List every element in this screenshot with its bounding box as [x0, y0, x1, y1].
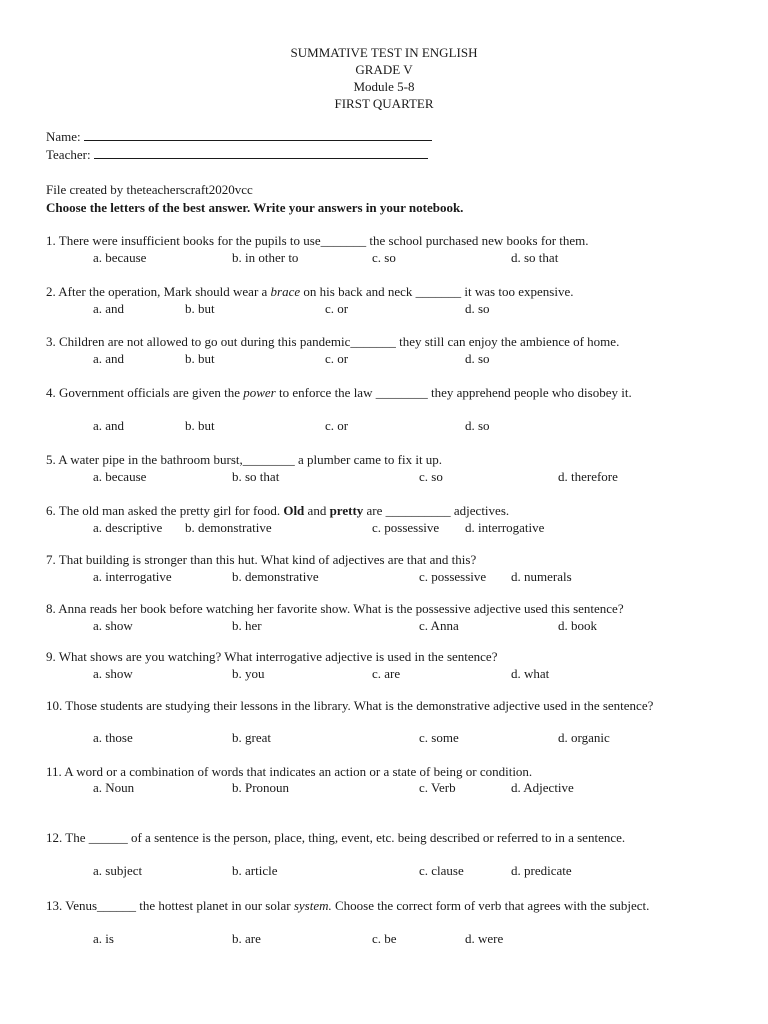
- instructions: Choose the letters of the best answer. Write your answers in your notebook.: [46, 200, 464, 215]
- question-4-stem-end: to enforce the law ________ they apprehend people who disobey it.: [275, 385, 632, 400]
- question-9: [46, 649, 726, 665]
- question-13: [46, 898, 726, 914]
- q10-option-b: b. great: [232, 730, 271, 745]
- question-13-stem-start: 13. Venus______ the hottest planet in our solar: [46, 898, 294, 913]
- q11-option-d: d. Adjective: [511, 780, 574, 795]
- q6-option-a: a. descriptive: [93, 520, 163, 535]
- q8-option-d: d. book: [558, 618, 597, 633]
- q13-option-b: b. are: [232, 931, 261, 946]
- question-12-stem: 12. The ______ of a sentence is the person, place, thing, event, etc. being described or referred to in a sentence.: [46, 830, 626, 845]
- question-5-stem: 5. A water pipe in the bathroom burst,________ a plumber came to fix it up.: [46, 452, 443, 467]
- q3-option-d: d. so: [465, 351, 490, 366]
- q2-option-a: a. and: [93, 301, 125, 316]
- question-4: [46, 385, 726, 401]
- q4-option-c: c. or: [325, 418, 349, 433]
- name-field[interactable]: [46, 128, 432, 145]
- q5-option-c: c. so: [419, 469, 443, 484]
- question-6-bold-word-1: Old: [283, 503, 305, 518]
- question-12: [46, 830, 686, 846]
- q12-option-d: d. predicate: [511, 863, 572, 878]
- name-label: Name:: [46, 129, 81, 144]
- question-6: [46, 503, 726, 519]
- q5-option-d: d. therefore: [558, 469, 618, 484]
- question-13-italic-word: system.: [293, 898, 332, 913]
- q8-option-b: b. her: [232, 618, 262, 633]
- question-7: [46, 552, 726, 568]
- q12-option-b: b. article: [232, 863, 278, 878]
- q12-option-c: c. clause: [419, 863, 464, 878]
- question-2: [46, 284, 726, 300]
- q3-option-a: a. and: [93, 351, 125, 366]
- q4-option-b: b. but: [185, 418, 215, 433]
- question-6-stem-end: are __________ adjectives.: [363, 503, 510, 518]
- q10-option-d: d. organic: [558, 730, 610, 745]
- q4-option-a: a. and: [93, 418, 125, 433]
- question-6-stem-mid: and: [304, 503, 330, 518]
- q11-option-b: b. Pronoun: [232, 780, 290, 795]
- question-7-stem: 7. That building is stronger than this hut. What kind of adjectives are that and this?: [46, 552, 477, 567]
- teacher-field[interactable]: [46, 146, 428, 163]
- question-8: [46, 601, 726, 617]
- question-11: [46, 764, 726, 780]
- question-10: [46, 698, 686, 714]
- q8-option-a: a. show: [93, 618, 133, 633]
- question-1: [46, 233, 726, 249]
- q4-option-d: d. so: [465, 418, 490, 433]
- q9-option-d: d. what: [511, 666, 550, 681]
- q3-option-c: c. or: [325, 351, 349, 366]
- q7-option-d: d. numerals: [511, 569, 572, 584]
- question-1-stem: 1. There were insufficient books for the pupils to use_______ the school purchased new books for them.: [46, 233, 589, 248]
- q7-option-b: b. demonstrative: [232, 569, 319, 584]
- name-blank-line: [84, 128, 432, 141]
- quarter-label: FIRST QUARTER: [334, 96, 434, 111]
- q9-option-b: b. you: [232, 666, 265, 681]
- question-3: [46, 334, 726, 350]
- grade-label: GRADE V: [355, 62, 413, 77]
- question-8-stem: 8. Anna reads her book before watching her favorite show. What is the possessive adjective used this sentence?: [46, 601, 624, 616]
- q5-option-b: b. so that: [232, 469, 280, 484]
- q2-option-d: d. so: [465, 301, 490, 316]
- q6-option-b: b. demonstrative: [185, 520, 272, 535]
- q1-option-c: c. so: [372, 250, 396, 265]
- module-label: Module 5-8: [353, 79, 415, 94]
- q2-option-c: c. or: [325, 301, 349, 316]
- teacher-label: Teacher:: [46, 147, 91, 162]
- question-4-stem-start: 4. Government officials are given the: [46, 385, 244, 400]
- question-2-stem-start: 2. After the operation, Mark should wear a: [46, 284, 271, 299]
- test-title: SUMMATIVE TEST IN ENGLISH: [290, 45, 478, 60]
- q5-option-a: a. because: [93, 469, 147, 484]
- question-9-stem: 9. What shows are you watching? What interrogative adjective is used in the sentence?: [46, 649, 498, 664]
- q2-option-b: b. but: [185, 301, 215, 316]
- question-2-italic-word: brace: [270, 284, 301, 299]
- q10-option-a: a. those: [93, 730, 133, 745]
- q10-option-c: c. some: [419, 730, 459, 745]
- q1-option-a: a. because: [93, 250, 147, 265]
- file-credit: File created by theteacherscraft2020vcc: [46, 182, 253, 197]
- question-6-stem-start: 6. The old man asked the pretty girl for food.: [46, 503, 284, 518]
- question-13-stem-end: Choose the correct form of verb that agrees with the subject.: [331, 898, 650, 913]
- q11-option-c: c. Verb: [419, 780, 456, 795]
- q13-option-c: c. be: [372, 931, 397, 946]
- q8-option-c: c. Anna: [419, 618, 459, 633]
- q11-option-a: a. Noun: [93, 780, 135, 795]
- question-10-stem: 10. Those students are studying their lessons in the library. What is the demonstrative adjective used in the sentence?: [46, 698, 654, 713]
- q3-option-b: b. but: [185, 351, 215, 366]
- q13-option-a: a. is: [93, 931, 114, 946]
- q1-option-d: d. so that: [511, 250, 559, 265]
- q6-option-c: c. possessive: [372, 520, 440, 535]
- q12-option-a: a. subject: [93, 863, 143, 878]
- q9-option-a: a. show: [93, 666, 133, 681]
- question-11-stem: 11. A word or a combination of words that indicates an action or a state of being or condition.: [46, 764, 533, 779]
- q9-option-c: c. are: [372, 666, 401, 681]
- q13-option-d: d. were: [465, 931, 504, 946]
- q6-option-d: d. interrogative: [465, 520, 545, 535]
- teacher-blank-line: [94, 146, 428, 159]
- question-5: [46, 452, 726, 468]
- q7-option-a: a. interrogative: [93, 569, 172, 584]
- question-3-stem: 3. Children are not allowed to go out during this pandemic_______ they still can enjoy the ambience of home.: [46, 334, 620, 349]
- question-6-bold-word-2: pretty: [329, 503, 364, 518]
- q7-option-c: c. possessive: [419, 569, 487, 584]
- q1-option-b: b. in other to: [232, 250, 299, 265]
- question-2-stem-end: on his back and neck _______ it was too expensive.: [300, 284, 574, 299]
- question-4-italic-word: power: [243, 385, 276, 400]
